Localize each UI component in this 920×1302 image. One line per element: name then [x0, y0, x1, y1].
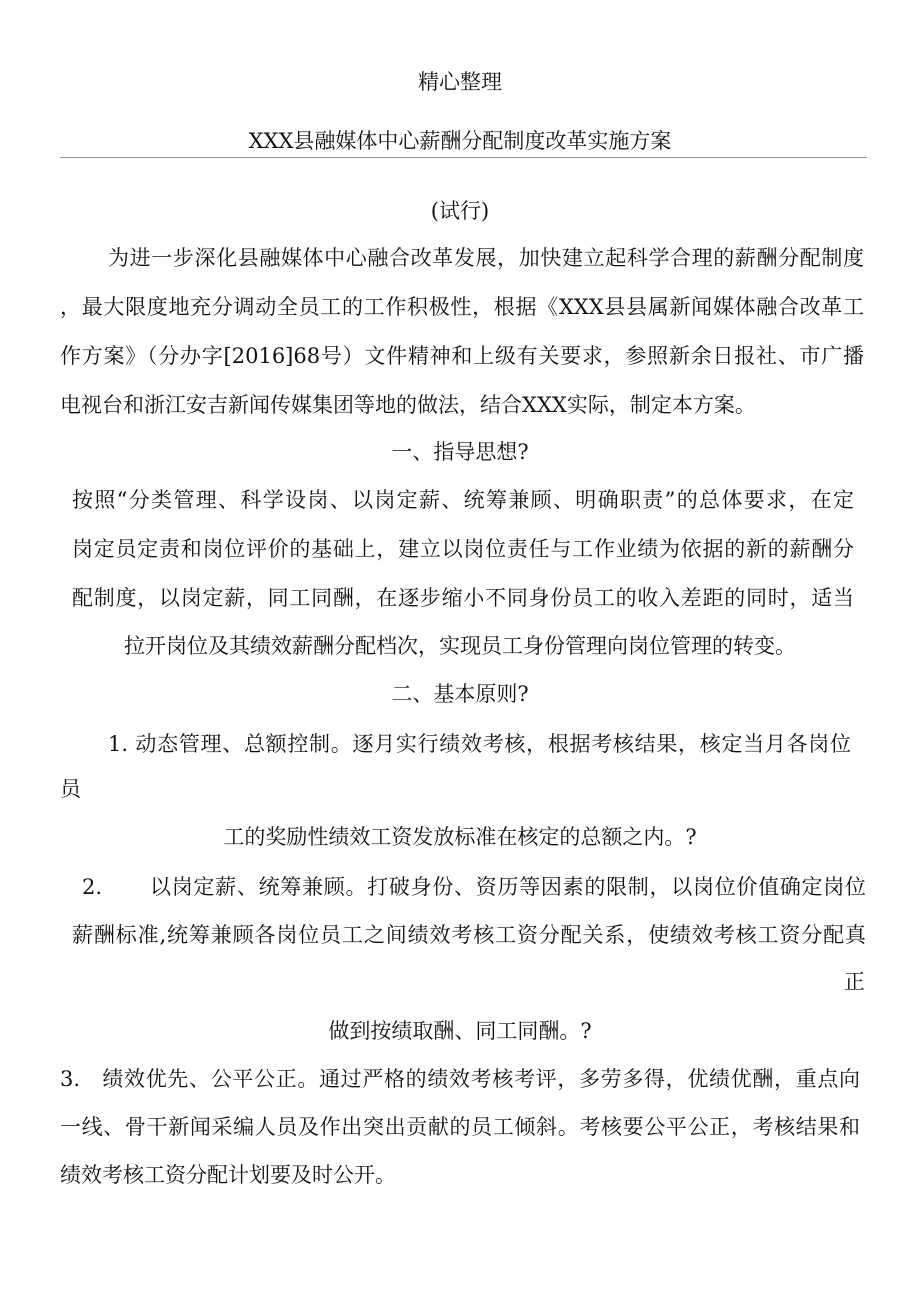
list-item-line: 正	[844, 970, 865, 994]
paragraph-line: 拉开岗位及其绩效薪酬分配档次，实现员工身份管理向岗位管理的转变。	[124, 634, 796, 658]
list-item-line: 员	[60, 777, 81, 801]
title-divider	[60, 157, 867, 158]
paragraph-line: 按照“分类管理、科学设岗、以岗定薪、统筹兼顾、明确职责”的总体要求，在定	[72, 488, 854, 512]
paragraph-line: 配制度，以岗定薪，同工同酬，在逐步缩小不同身份员工的收入差距的同时，适当	[72, 586, 854, 610]
list-item-number: 2.	[82, 875, 103, 899]
list-item-line: 1. 动态管理、总额控制。逐月实行绩效考核，根据考核结果，核定当月各岗位	[108, 732, 851, 756]
list-item-line: 以岗定薪、统筹兼顾。打破身份、资历等因素的限制，以岗位价值确定岗位	[150, 875, 866, 899]
list-item-line: 做到按绩取酬、同工同酬。?	[328, 1019, 592, 1043]
intro-line: 电视台和浙江安吉新闻传媒集团等地的做法，结合XXX实际，制定本方案。	[60, 393, 756, 417]
document-title: XXX县融媒体中心薪酬分配制度改革实施方案	[248, 129, 672, 153]
intro-line: 为进一步深化县融媒体中心融合改革发展，加快建立起科学合理的薪酬分配制度	[108, 246, 864, 270]
page-label: 精心整理	[418, 70, 502, 94]
list-item-line: 绩效考核工资分配计划要及时公开。	[60, 1163, 396, 1187]
list-item-line: 3. 绩效优先、公平公正。通过严格的绩效考核考评，多劳多得，优绩优酬，重点向	[60, 1067, 860, 1091]
document-subtitle: (试行)	[430, 199, 490, 223]
section-heading: 一、指导思想?	[391, 440, 529, 464]
list-item-line: 薪酬标准,统筹兼顾各岗位员工之间绩效考核工资分配关系，使绩效考核工资分配真	[72, 923, 866, 947]
list-item-line: 工的奖励性绩效工资发放标准在核定的总额之内。?	[223, 825, 697, 849]
section-heading: 二、基本原则?	[391, 682, 529, 706]
paragraph-line: 岗定员定责和岗位评价的基础上，建立以岗位责任与工作业绩为依据的新的薪酬分	[72, 537, 854, 561]
intro-line: ，最大限度地充分调动全员工的工作积极性，根据《XXX县县属新闻媒体融合改革工	[60, 295, 864, 319]
list-item-line: 一线、骨干新闻采编人员及作出突出贡献的员工倾斜。考核要公平公正，考核结果和	[60, 1115, 860, 1139]
intro-line: 作方案》（分办字[2016]68号）文件精神和上级有关要求，参照新余日报社、市广播	[60, 344, 864, 368]
